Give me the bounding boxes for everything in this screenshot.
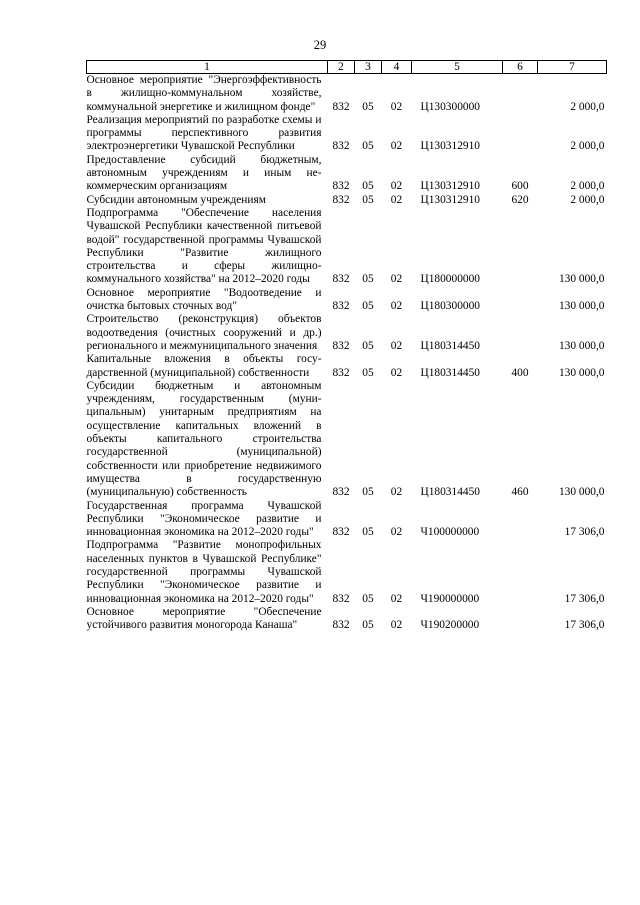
row-amount: 130 000,0 [558,273,605,286]
row-grbs: 832 [332,100,350,113]
table-row [87,114,607,154]
row-target-article: Ц180314450 [420,339,480,352]
row-expense-type [503,539,538,605]
table-row [87,380,607,500]
row-subsection: 02 [390,526,403,539]
row-amount: 130 000,0 [558,366,605,379]
row-grbs: 832 [332,300,350,313]
row-subsection: 02 [390,180,403,193]
row-target-article: Ч190200000 [420,619,480,632]
row-grbs: 832 [332,526,350,539]
row-target-article: Ц130312910 [420,140,480,153]
table-header [87,61,607,74]
row-amount: 2 000,0 [570,193,605,206]
row-expense-type [503,207,538,287]
row-section: 05 [362,619,374,632]
row-amount: 2 000,0 [570,140,605,153]
table-row [87,154,607,194]
row-expense-type: 400 [511,366,529,379]
row-expense-type: 460 [511,486,529,499]
row-name: Подпрограмма "Развитие монопрофильных населенных пунктов в Чувашской Республике" государственной программы Чувашской Республики "Экономическое развитие и инновационная экономика на 2012–2020 годы" [86,539,322,605]
table-row [87,207,607,287]
header-col-1: 1 [87,61,328,74]
row-subsection: 02 [390,273,403,286]
row-subsection: 02 [390,300,403,313]
row-target-article: Ц130312910 [420,193,480,206]
row-amount: 130 000,0 [558,300,605,313]
table-row [87,539,607,605]
row-section: 05 [362,193,374,206]
row-expense-type: 620 [511,193,529,206]
row-target-article: Ц180000000 [420,273,480,286]
row-name: Основное мероприятие "Энергоэффективность в жилищно-коммунальном хозяйстве, коммунальной энергетике и жилищном фонде" [86,74,322,113]
row-name: Основное мероприятие "Обеспечение устойчивого развития моногорода Канаша" [86,605,322,632]
row-target-article: Ц130312910 [420,180,480,193]
row-section: 05 [362,100,374,113]
row-target-article: Ц180314450 [420,486,480,499]
row-name: Государственная программа Чувашской Республики "Экономическое развитие и инновационная экономика на 2012–2020 годы" [86,499,322,539]
row-grbs: 832 [332,339,350,352]
row-expense-type [503,500,538,540]
row-amount: 2 000,0 [570,180,605,193]
row-name: Субсидии бюджетным и автономным учреждениям, государственным (муниципальным) унитарным предприятиям на осуществление капитальных вложений в объекты капитального строительства государственной (муниципальной) собственности или приобретение недвижимого имущества в государственную (муниципальную) собственность [86,379,322,499]
budget-table [86,60,607,632]
row-amount: 130 000,0 [558,339,605,352]
row-grbs: 832 [332,193,350,206]
row-target-article: Ч100000000 [420,526,480,539]
row-amount: 17 306,0 [564,526,605,539]
row-grbs: 832 [332,592,350,605]
header-col-6: 6 [503,61,538,74]
row-section: 05 [362,273,374,286]
row-subsection: 02 [390,140,403,153]
header-col-4: 4 [382,61,412,74]
table-body [87,74,607,633]
row-amount: 2 000,0 [570,100,605,113]
row-expense-type [503,74,538,114]
header-col-7: 7 [538,61,607,74]
page-number: 29 [313,38,327,52]
row-subsection: 02 [390,100,403,113]
row-amount: 17 306,0 [564,619,605,632]
row-name: Капитальные вложения в объекты государственной (муниципальной) собственности [86,353,322,379]
header-col-5: 5 [412,61,503,74]
row-section: 05 [362,180,374,193]
row-expense-type [503,606,538,633]
table-row [87,74,607,114]
row-grbs: 832 [332,273,350,286]
row-target-article: Ц180314450 [420,366,480,379]
row-section: 05 [362,300,374,313]
table-row [87,313,607,353]
row-amount: 130 000,0 [558,486,605,499]
row-subsection: 02 [390,486,403,499]
table-row [87,606,607,633]
table-row [87,287,607,314]
row-amount: 17 306,0 [564,592,605,605]
row-name: Субсидии автономным учреждениям [86,193,266,206]
row-expense-type [503,287,538,314]
row-name: Основное мероприятие "Водоотведение и очистка бытовых сточных вод" [86,286,322,313]
table-row [87,194,607,207]
table-row [87,353,607,380]
row-subsection: 02 [390,339,403,352]
header-col-2: 2 [328,61,355,74]
row-subsection: 02 [390,592,403,605]
row-target-article: Ц130300000 [420,100,480,113]
row-grbs: 832 [332,180,350,193]
row-name: Строительство (реконструкция) объектов водоотведения (очистных сооружений и др.) регионального и межмуниципального значения [86,313,322,352]
row-section: 05 [362,526,374,539]
row-subsection: 02 [390,366,403,379]
row-name: Реализация мероприятий по разработке схемы и программы перспективного развития электроэнергетики Чувашской Республики [86,113,322,153]
row-target-article: Ч190000000 [420,592,480,605]
row-grbs: 832 [332,619,350,632]
row-section: 05 [362,140,374,153]
row-section: 05 [362,339,374,352]
row-expense-type: 600 [511,180,529,193]
row-grbs: 832 [332,486,350,499]
row-grbs: 832 [332,366,350,379]
row-section: 05 [362,592,374,605]
row-section: 05 [362,486,374,499]
row-target-article: Ц180300000 [420,300,480,313]
row-name: Предоставление субсидий бюджетным, автономным учреждениям и иным некоммерческим организациям [86,153,322,193]
row-section: 05 [362,366,374,379]
table-row [87,500,607,540]
row-subsection: 02 [390,619,403,632]
row-subsection: 02 [390,193,403,206]
row-expense-type [503,114,538,154]
row-expense-type [503,313,538,353]
row-grbs: 832 [332,140,350,153]
header-col-3: 3 [355,61,382,74]
row-name: Подпрограмма "Обеспечение населения Чувашской Республики качественной питьевой водой" государственной программы Чувашской Республики "Развитие жилищного строительства и сферы жилищно-коммунального хозяйства" на 2012–2020 годы [86,206,322,286]
